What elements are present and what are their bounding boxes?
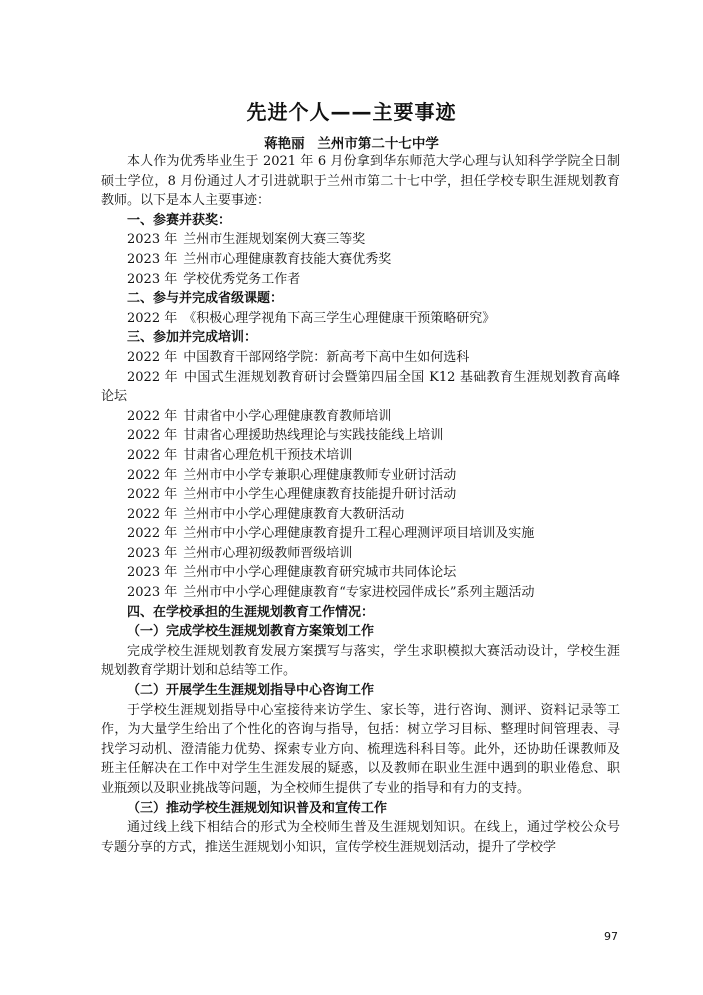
item-text: 兰州市中小学专兼职心理健康教师专业研讨活动 — [183, 467, 457, 483]
list-item — [101, 583, 620, 603]
item-text: 中国教育干部网络学院：新高考下高中生如何选科 — [183, 349, 470, 365]
item-year: 2023 年 — [127, 271, 178, 287]
item-text: 兰州市中小学心理健康教育大教研活动 — [183, 506, 405, 522]
list-item — [101, 524, 620, 544]
item-text: 学校优秀党务工作者 — [183, 271, 301, 287]
item-year: 2022 年 — [127, 467, 178, 483]
list-item — [101, 485, 620, 505]
item-year: 2023 年 — [127, 585, 178, 601]
list-item — [101, 368, 620, 407]
subsection-heading-counseling: （二）开展学生生涯规划指导中心咨询工作 — [127, 683, 375, 699]
item-year: 2023 年 — [127, 565, 178, 581]
item-year: 2022 年 — [127, 487, 178, 503]
item-year: 2022 年 — [127, 447, 178, 463]
item-text: 中国式生涯规划教育研讨会暨第四届全国 K12 基础教育生涯规划教育高峰论坛 — [101, 369, 620, 405]
author-school: 兰州市第二十七中学 — [317, 136, 439, 152]
intro-paragraph: 本人作为优秀毕业生于 2021 年 6 月份拿到华东师范大学心理与认知科学学院全日制硕士学位，8 月份通过人才引进就职于兰州市第二十七中学，担任学校专职生涯规划教育教师。以下是本人主要事迹： — [101, 154, 620, 209]
list-item — [101, 250, 620, 270]
item-year: 2022 年 — [127, 526, 178, 542]
item-text: 兰州市中小学生心理健康教育技能提升研讨活动 — [183, 487, 457, 503]
section-heading-work: 四、在学校承担的生涯规划教育工作情况： — [127, 604, 375, 620]
subsection-paragraph-planning: 完成学校生涯规划教育发展方案撰写与落实，学生求职模拟大赛活动设计，学校生涯规划教育学期计划和总结等工作。 — [101, 643, 620, 679]
subsection-heading-promotion: （三）推动学校生涯规划知识普及和宣传工作 — [127, 800, 388, 816]
item-text: 兰州市生涯规划案例大赛三等奖 — [183, 232, 366, 248]
item-text: 兰州市中小学心理健康教育研究城市共同体论坛 — [183, 565, 457, 581]
section-heading-training: 三、参加并完成培训： — [127, 330, 258, 346]
item-text: 兰州市中小学心理健康教育提升工程心理测评项目培训及实施 — [183, 526, 535, 542]
list-item — [101, 426, 620, 446]
list-item — [101, 505, 620, 525]
list-item — [101, 446, 620, 466]
list-item — [101, 407, 620, 427]
list-item — [101, 466, 620, 486]
section-heading-projects: 二、参与并完成省级课题： — [127, 291, 284, 307]
item-text: 《积极心理学视角下高三学生心理健康干预策略研究》 — [183, 310, 496, 326]
section-heading-awards: 一、参赛并获奖： — [127, 212, 232, 228]
item-text: 甘肃省中小学心理健康教育教师培训 — [183, 408, 392, 424]
page-title: 先进个人——主要事迹 — [246, 100, 457, 124]
item-year: 2022 年 — [127, 310, 178, 326]
item-year: 2022 年 — [127, 506, 178, 522]
item-year: 2022 年 — [127, 428, 178, 444]
item-text: 兰州市心理健康教育技能大赛优秀奖 — [183, 251, 392, 267]
item-year: 2023 年 — [127, 545, 178, 561]
page-number: 97 — [604, 930, 618, 943]
document-body — [101, 152, 620, 857]
item-text: 甘肃省心理援助热线理论与实践技能线上培训 — [183, 428, 444, 444]
list-item — [101, 270, 620, 290]
list-item — [101, 309, 620, 329]
list-item — [101, 563, 620, 583]
item-text: 兰州市中小学心理健康教育“专家进校园伴成长”系列主题活动 — [183, 585, 535, 601]
list-item — [101, 230, 620, 250]
author-name: 蒋艳丽 — [264, 136, 305, 152]
list-item — [101, 348, 620, 368]
item-year: 2022 年 — [127, 369, 178, 385]
item-year: 2022 年 — [127, 349, 178, 365]
subsection-paragraph-counseling: 于学校生涯规划指导中心室接待来访学生、家长等，进行咨询、测评、资料记录等工作，为大量学生给出了个性化的咨询与指导，包括：树立学习目标、整理时间管理表、寻找学习动机、澄清能力优势、探索专业方向、梳理选科科目等。此外，还协助任课教师及班主任解决在工作中对学生生涯发展的疑惑，以及教师在职业生涯中遇到的职业倦怠、职业瓶颈以及职业挑战等问题，为全校师生提供了专业的指导和有力的支持。 — [101, 702, 620, 796]
list-item — [101, 544, 620, 564]
item-year: 2023 年 — [127, 232, 178, 248]
subsection-heading-planning: （一）完成学校生涯规划教育方案策划工作 — [127, 624, 375, 640]
item-text: 兰州市心理初级教师晋级培训 — [183, 545, 353, 561]
subsection-paragraph-promotion: 通过线上线下相结合的形式为全校师生普及生涯规划知识。在线上，通过学校公众号专题分享的方式，推送生涯规划小知识，宣传学校生涯规划活动，提升了学校学 — [101, 820, 620, 855]
item-year: 2022 年 — [127, 408, 178, 424]
item-text: 甘肃省心理危机干预技术培训 — [183, 447, 353, 463]
author-line — [0, 132, 703, 152]
item-year: 2023 年 — [127, 251, 178, 267]
